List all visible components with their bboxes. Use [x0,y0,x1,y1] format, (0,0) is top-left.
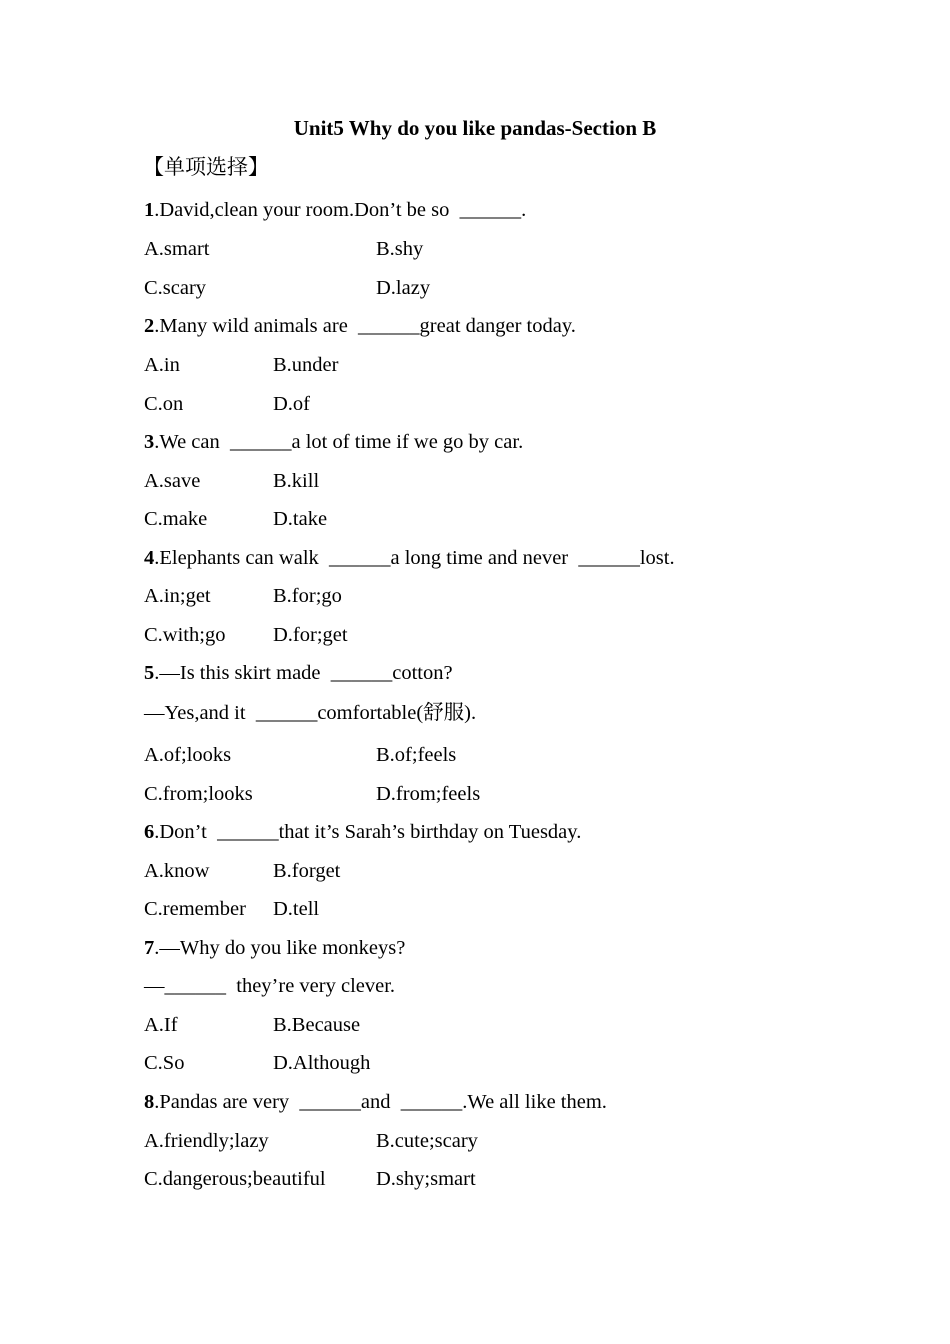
question-text: .—Why do you like monkeys? [154,937,406,959]
question-number: 5 [144,662,155,684]
question-5-option-b: B.of;feels [376,744,457,766]
section-heading: 【单项选择】 [143,155,269,179]
question-text: .—Is this skirt made ______cotton? [154,662,453,684]
question-1-stem [144,197,526,223]
question-2-option-a: A.in [144,354,180,376]
page-title: Unit5 Why do you like pandas-Section B [293,116,657,140]
question-4-option-c: C.with;go [144,624,226,646]
question-2-option-d: D.of [273,393,311,415]
question-text: .Many wild animals are ______great danger today. [154,315,576,337]
question-7-option-b: B.Because [273,1014,361,1036]
question-3-option-b: B.kill [273,470,320,492]
question-6-option-a: A.know [144,860,210,882]
question-7-option-a: A.If [144,1014,178,1036]
question-8-option-c: C.dangerous;beautiful [144,1168,326,1190]
question-7-option-c: C.So [144,1052,185,1074]
question-7-stem [144,935,405,961]
question-6-option-b: B.forget [273,860,341,882]
question-7-option-d: D.Although [273,1052,371,1074]
question-number: 6 [144,821,155,843]
question-text: .We can ______a lot of time if we go by car. [154,431,524,453]
question-text: .Elephants can walk ______a long time and never ______lost. [154,547,675,569]
question-4-option-a: A.in;get [144,585,211,607]
question-2-option-b: B.under [273,354,339,376]
question-5-stem [144,660,453,686]
question-1-option-d: D.lazy [376,277,431,299]
question-6-option-c: C.remember [144,898,246,920]
question-number: 2 [144,315,155,337]
question-3-stem [144,429,523,455]
question-1-option-c: C.scary [144,277,207,299]
question-4-option-b: B.for;go [273,585,342,607]
question-text: .David,clean your room.Don’t be so ______. [154,199,527,221]
question-4-stem [144,545,675,571]
question-5-option-a: A.of;looks [144,744,232,766]
question-8-stem [144,1089,607,1115]
question-1-option-a: A.smart [144,238,210,260]
question-number: 8 [144,1091,155,1113]
question-6-stem [144,819,581,845]
question-4-option-d: D.for;get [273,624,348,646]
question-number: 1 [144,199,155,221]
question-2-option-c: C.on [144,393,184,415]
question-7-stem-line-2: —______ they’re very clever. [144,975,396,997]
question-8-option-d: D.shy;smart [376,1168,476,1190]
question-5-option-d: D.from;feels [376,783,481,805]
question-number: 4 [144,547,155,569]
question-8-option-a: A.friendly;lazy [144,1130,269,1152]
question-number: 3 [144,431,155,453]
question-8-option-b: B.cute;scary [376,1130,478,1152]
question-6-option-d: D.tell [273,898,320,920]
question-text: .Don’t ______that it’s Sarah’s birthday on Tuesday. [154,821,582,843]
question-text: .Pandas are very ______and ______.We all like them. [154,1091,607,1113]
question-3-option-a: A.save [144,470,201,492]
question-3-option-d: D.take [273,508,328,530]
question-3-option-c: C.make [144,508,208,530]
question-5-stem-line-2: —Yes,and it ______comfortable(舒服). [144,702,477,724]
question-number: 7 [144,937,155,959]
question-1-option-b: B.shy [376,238,424,260]
question-2-stem [144,313,576,339]
question-5-option-c: C.from;looks [144,783,253,805]
